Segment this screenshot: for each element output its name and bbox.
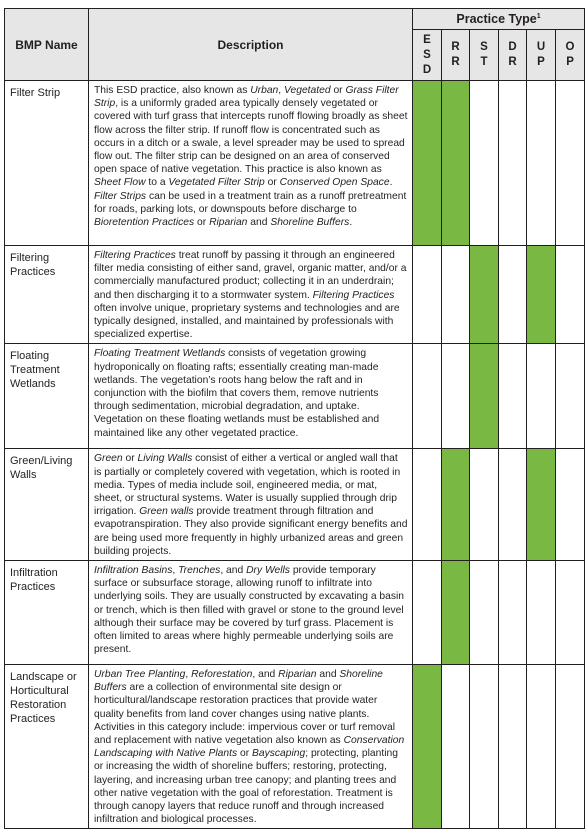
practice-type-cell-st-not-applicable (470, 449, 499, 561)
description-italic-term: Sheet Flow (94, 177, 146, 189)
practice-type-letter: R (451, 56, 460, 68)
practice-type-cell-dr-not-applicable (499, 344, 527, 449)
description-italic-term: Shoreline Buffers (94, 669, 383, 694)
description-text: consist of either a vertical or angled wall that is partially or completely covered with vegetation, which is rooted in media. Types of media include soil, engineered media, or mat, sheet, or structural systems. Water is usually supplied through drip irrigation. (94, 453, 401, 518)
bmp-name-cell (5, 561, 89, 665)
description-italic-term: Riparian (209, 217, 248, 229)
bmp-name: Infiltration Practices (10, 567, 58, 594)
practice-type-letter: R (451, 41, 460, 53)
description-text: ; protecting, planting or increasing the width of shoreline buffers; restoring, protecting, layering, and increasing urban tree canopy; and planting trees and other native vegetation with the goal of reforestation. Treatment is through canopy layers that reduce runoff and through increased infiltration and biological processes. (94, 748, 398, 826)
table-row (5, 246, 585, 344)
practice-type-cell-dr-not-applicable (499, 665, 527, 829)
bmp-name: Filter Strip (10, 87, 61, 99)
practice-type-cell-op-not-applicable (556, 665, 585, 829)
table-row (5, 81, 585, 246)
practice-type-cell-up-applicable (527, 246, 556, 344)
practice-type-letter: S (480, 41, 488, 53)
description-text: , (185, 669, 192, 681)
practice-type-cell-rr-not-applicable (442, 344, 470, 449)
practice-type-cell-dr-not-applicable (499, 246, 527, 344)
table-row (5, 665, 585, 829)
bmp-name-cell (5, 246, 89, 344)
practice-type-cell-st-not-applicable (470, 665, 499, 829)
practice-type-cell-esd-applicable (413, 81, 442, 246)
description-italic-term: Vegetated Filter Strip (168, 177, 265, 189)
description-text: treat runoff by passing it through an engineered filter media consisting of either sand, gravel, organic matter, and/or a commercially manufactured product; collecting it in an underdrain; and then discharging it to a stormwater system. (94, 250, 407, 301)
description-text: or (330, 85, 346, 96)
description-text: or (122, 453, 138, 465)
bmp-practice-table (4, 8, 585, 829)
description-text: or (237, 748, 252, 760)
practice-type-cell-st-not-applicable (470, 561, 499, 665)
practice-type-letter: T (480, 56, 488, 68)
practice-type-cell-rr-not-applicable (442, 246, 470, 344)
description-text: or (194, 217, 210, 229)
practice-type-col-up (527, 30, 556, 81)
description-italic-term: Living Walls (137, 453, 193, 465)
practice-type-cell-rr-applicable (442, 81, 470, 246)
description-text: provide temporary surface or subsurface storage, allowing runoff to infiltrate into underlying soils. They are usually constructed by excavating a basin or trench, which is then filled with gravel or stone to the ground level although their surface may be covered by turf grass. Placement is often limited to areas where highly permeable underlying soils are present. (94, 565, 405, 656)
description-italic-term: Conserved Open Space (279, 177, 390, 189)
practice-type-letter: D (508, 41, 517, 53)
description-italic-term: Bioretention Practices (94, 217, 195, 229)
description-italic-term: Filtering Practices (312, 289, 395, 301)
description-italic-term: Trenches (178, 565, 221, 577)
bmp-name-cell (5, 665, 89, 829)
practice-type-header (413, 9, 585, 30)
description-italic-term: Floating Treatment Wetlands (94, 348, 226, 360)
description-text: can be used in a treatment train as a runoff pretreatment for roads, parking lots, or downspouts before discharge to (94, 190, 407, 215)
practice-type-cell-st-applicable (470, 344, 499, 449)
practice-type-cell-dr-not-applicable (499, 449, 527, 561)
practice-type-cell-st-applicable (470, 246, 499, 344)
practice-type-cell-esd-not-applicable (413, 246, 442, 344)
description-italic-term: Vegetated (284, 85, 331, 96)
bmp-description-cell (89, 81, 413, 246)
description-text: , is a uniformly graded area typically densely vegetated or covered with turf grass that intercepts runoff flowing broadly as sheet flow across the filter strip. If runoff flow is concentrated such as occurs in a ditch or a swale, a level spreader may be used to spread flow out. The filter strip can be designed on an area of conserved open space of native vegetation. This practice is also known as (94, 98, 408, 176)
description-text: , and (252, 669, 279, 681)
bmp-name: Floating Treatment Wetlands (10, 350, 60, 391)
description-text: are a collection of environmental site design or horticultural/landscape restoration practices that provide water quality benefits from land cover changes using native plants. Activities in this category include: impervious cover or turf removal and replacement with native vegetation also known as (94, 682, 396, 747)
practice-type-letter: E (423, 33, 431, 46)
description-italic-term: Grass Filter Strip (94, 85, 399, 110)
description-text: and (247, 217, 271, 229)
description-italic-term: Green (94, 453, 123, 465)
practice-type-cell-st-not-applicable (470, 81, 499, 246)
practice-type-cell-esd-not-applicable (413, 561, 442, 665)
bmp-name: Green/Living Walls (10, 455, 73, 482)
description-text: to a (145, 177, 169, 189)
practice-type-col-esd (413, 30, 442, 81)
table-row (5, 561, 585, 665)
practice-type-cell-up-applicable (527, 449, 556, 561)
bmp-name: Filtering Practices (10, 252, 56, 278)
bmp-description-cell (89, 665, 413, 829)
bmp-name-cell (5, 449, 89, 561)
practice-type-cell-up-not-applicable (527, 561, 556, 665)
description-text: , and (220, 565, 247, 577)
bmp-name-header (5, 9, 89, 81)
practice-type-letter: P (537, 56, 545, 68)
description-italic-term: Infiltration Basins (94, 565, 173, 577)
description-header (89, 9, 413, 81)
description-text: provide treatment through filtration and evapotranspiration. They also provide significant energy benefits and are being used more frequently in highly urbanized areas and green building projects. (94, 506, 408, 557)
practice-type-cell-dr-not-applicable (499, 81, 527, 246)
description-italic-term: Riparian (278, 669, 317, 681)
practice-type-cell-op-not-applicable (556, 81, 585, 246)
description-text: . (349, 217, 353, 229)
bmp-description-cell (89, 561, 413, 665)
description-text: or (264, 177, 280, 189)
practice-type-letter: O (565, 41, 575, 53)
description-italic-term: Conservation Landscaping with Native Plants (94, 735, 405, 760)
table-row (5, 449, 585, 561)
practice-type-cell-op-not-applicable (556, 344, 585, 449)
practice-type-cell-esd-not-applicable (413, 344, 442, 449)
practice-type-cell-rr-not-applicable (442, 665, 470, 829)
description-text: , (172, 565, 179, 577)
description-italic-term: Green walls (139, 506, 194, 518)
bmp-table-container (4, 8, 584, 826)
bmp-name-cell (5, 344, 89, 449)
practice-type-col-op (556, 30, 585, 81)
description-text: . (389, 177, 393, 189)
description-italic-term: Filter Strips (94, 190, 147, 202)
practice-type-cell-op-not-applicable (556, 561, 585, 665)
bmp-description-cell (89, 344, 413, 449)
practice-type-letter: P (566, 56, 574, 68)
footnote-marker: 1 (536, 12, 541, 20)
practice-type-cell-up-not-applicable (527, 81, 556, 246)
bmp-name: Landscape or Horticultural Restoration Practices (10, 671, 77, 726)
practice-type-cell-up-not-applicable (527, 665, 556, 829)
table-row (5, 344, 585, 449)
practice-type-letter: D (422, 63, 432, 76)
practice-type-cell-esd-applicable (413, 665, 442, 829)
practice-type-col-rr (442, 30, 470, 81)
description-text: often involve unique, proprietary systems and technologies and are typically designed, installed, and maintained by professionals with specialized expertise. (94, 302, 400, 341)
practice-type-letter: U (536, 41, 546, 53)
bmp-rows (5, 81, 585, 829)
description-header-text: Description (217, 37, 284, 52)
practice-type-cell-rr-applicable (442, 449, 470, 561)
description-italic-term: Reforestation (191, 669, 253, 681)
practice-type-letter: S (423, 48, 431, 61)
description-text: consists of vegetation growing hydroponically on floating rafts; essentially creating man-made wetlands. The vegetation’s roots hang below the raft and in conjunction with the biofilm that covers them, remove nutrients through sedimentation, microbial degradation, and uptake. Vegetation on these floating wetlands must be established and maintained like any other vegetated practice. (94, 348, 380, 439)
practice-type-header-text: Practice Type (456, 12, 537, 26)
practice-type-cell-rr-applicable (442, 561, 470, 665)
practice-type-letter: R (508, 56, 517, 68)
description-text: This ESD practice, also known as (94, 85, 251, 96)
practice-type-cell-op-not-applicable (556, 449, 585, 561)
bmp-description-cell (89, 246, 413, 344)
practice-type-col-st (470, 30, 499, 81)
bmp-description-cell (89, 449, 413, 561)
practice-type-cell-dr-not-applicable (499, 561, 527, 665)
bmp-name-header-text: BMP Name (15, 37, 78, 52)
description-italic-term: Filtering Practices (94, 250, 176, 261)
description-text: and (316, 669, 340, 681)
description-italic-term: Bayscaping (252, 748, 306, 760)
description-italic-term: Dry Wells (246, 565, 290, 577)
practice-type-cell-up-not-applicable (527, 344, 556, 449)
description-italic-term: Shoreline Buffers (270, 217, 350, 229)
description-italic-term: Urban (250, 85, 279, 96)
description-text: , (278, 85, 285, 96)
practice-type-cell-esd-not-applicable (413, 449, 442, 561)
practice-type-cell-op-not-applicable (556, 246, 585, 344)
description-italic-term: Urban Tree Planting (94, 669, 186, 681)
bmp-name-cell (5, 81, 89, 246)
practice-type-col-dr (499, 30, 527, 81)
